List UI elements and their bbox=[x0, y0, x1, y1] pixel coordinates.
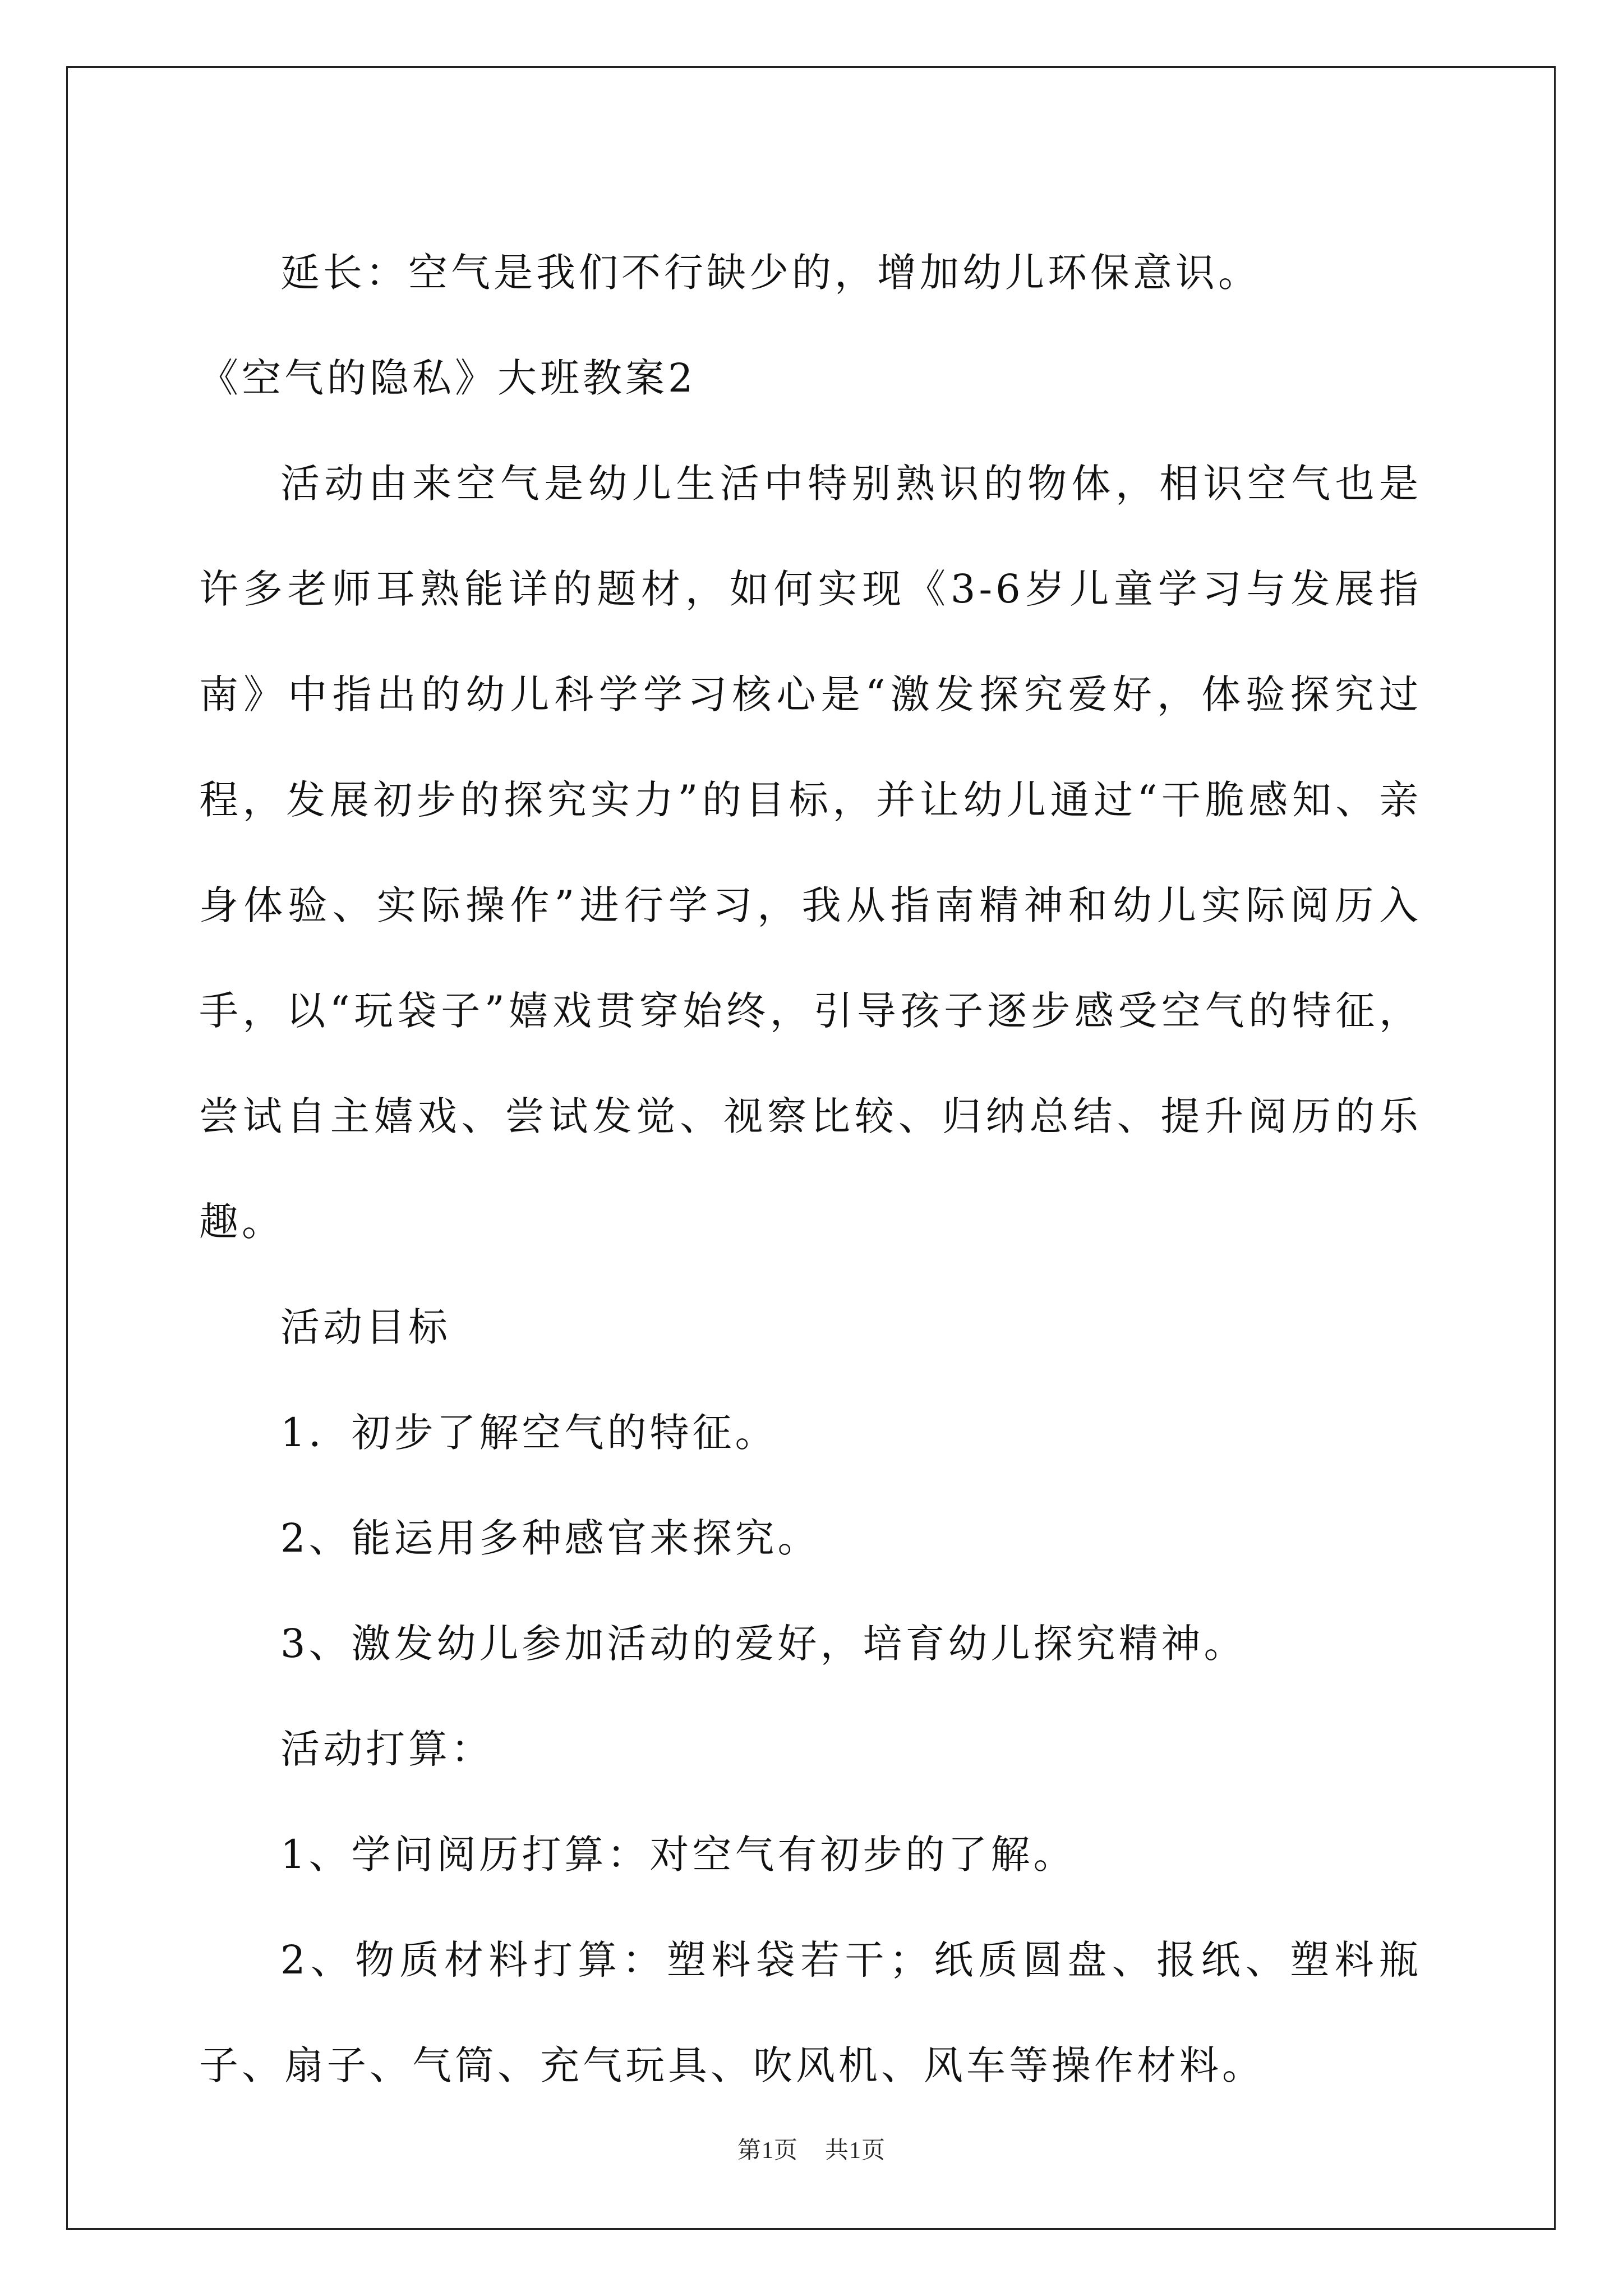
heading-activity-preparation: 活动打算： bbox=[280, 1726, 494, 1772]
heading-activity-goals: 活动目标 bbox=[280, 1304, 451, 1350]
preparation-item-1: 1、学问阅历打算：对空气有初步的了解。 bbox=[280, 1832, 1076, 1878]
paragraph-activity-origin: 活动由来空气是幼儿生活中特别熟识的物体，相识空气也是许多老师耳熟能详的题材，如何实现《3-6岁儿童学习与发展指南》中指出的幼儿科学学习核心是“激发探究爱好，体验探究过程，发展初步的探究实力”的目标，并让幼儿通过“干脆感知、亲身体验、实际操作”进行学习，我从指南精神和幼儿实际阅历入手，以“玩袋子”嬉戏贯穿始终，引导孩子逐步感受空气的特征，尝试自主嬉戏、尝试发觉、视察比较、归纳总结、提升阅历的乐趣。 bbox=[199, 461, 1422, 1245]
paragraph-extension: 延长：空气是我们不行缺少的，增加幼儿环保意识。 bbox=[280, 250, 1261, 296]
page-total: 共1页 bbox=[825, 2138, 886, 2164]
goal-item-3: 3、激发幼儿参加活动的爱好，培育幼儿探究精神。 bbox=[280, 1621, 1247, 1667]
document-body bbox=[199, 220, 1422, 2118]
goal-item-1: 1．初步了解空气的特征。 bbox=[280, 1410, 778, 1456]
preparation-item-2: 2、物质材料打算：塑料袋若干；纸质圆盘、报纸、塑料瓶子、扇子、气筒、充气玩具、吹风机、风车等操作材料。 bbox=[199, 1937, 1422, 2088]
page-footer bbox=[0, 2132, 1623, 2165]
page-number: 第1页 bbox=[737, 2138, 798, 2164]
lesson-title: 《空气的隐私》大班教案2 bbox=[199, 355, 697, 401]
goal-item-2: 2、能运用多种感官来探究。 bbox=[280, 1515, 820, 1561]
